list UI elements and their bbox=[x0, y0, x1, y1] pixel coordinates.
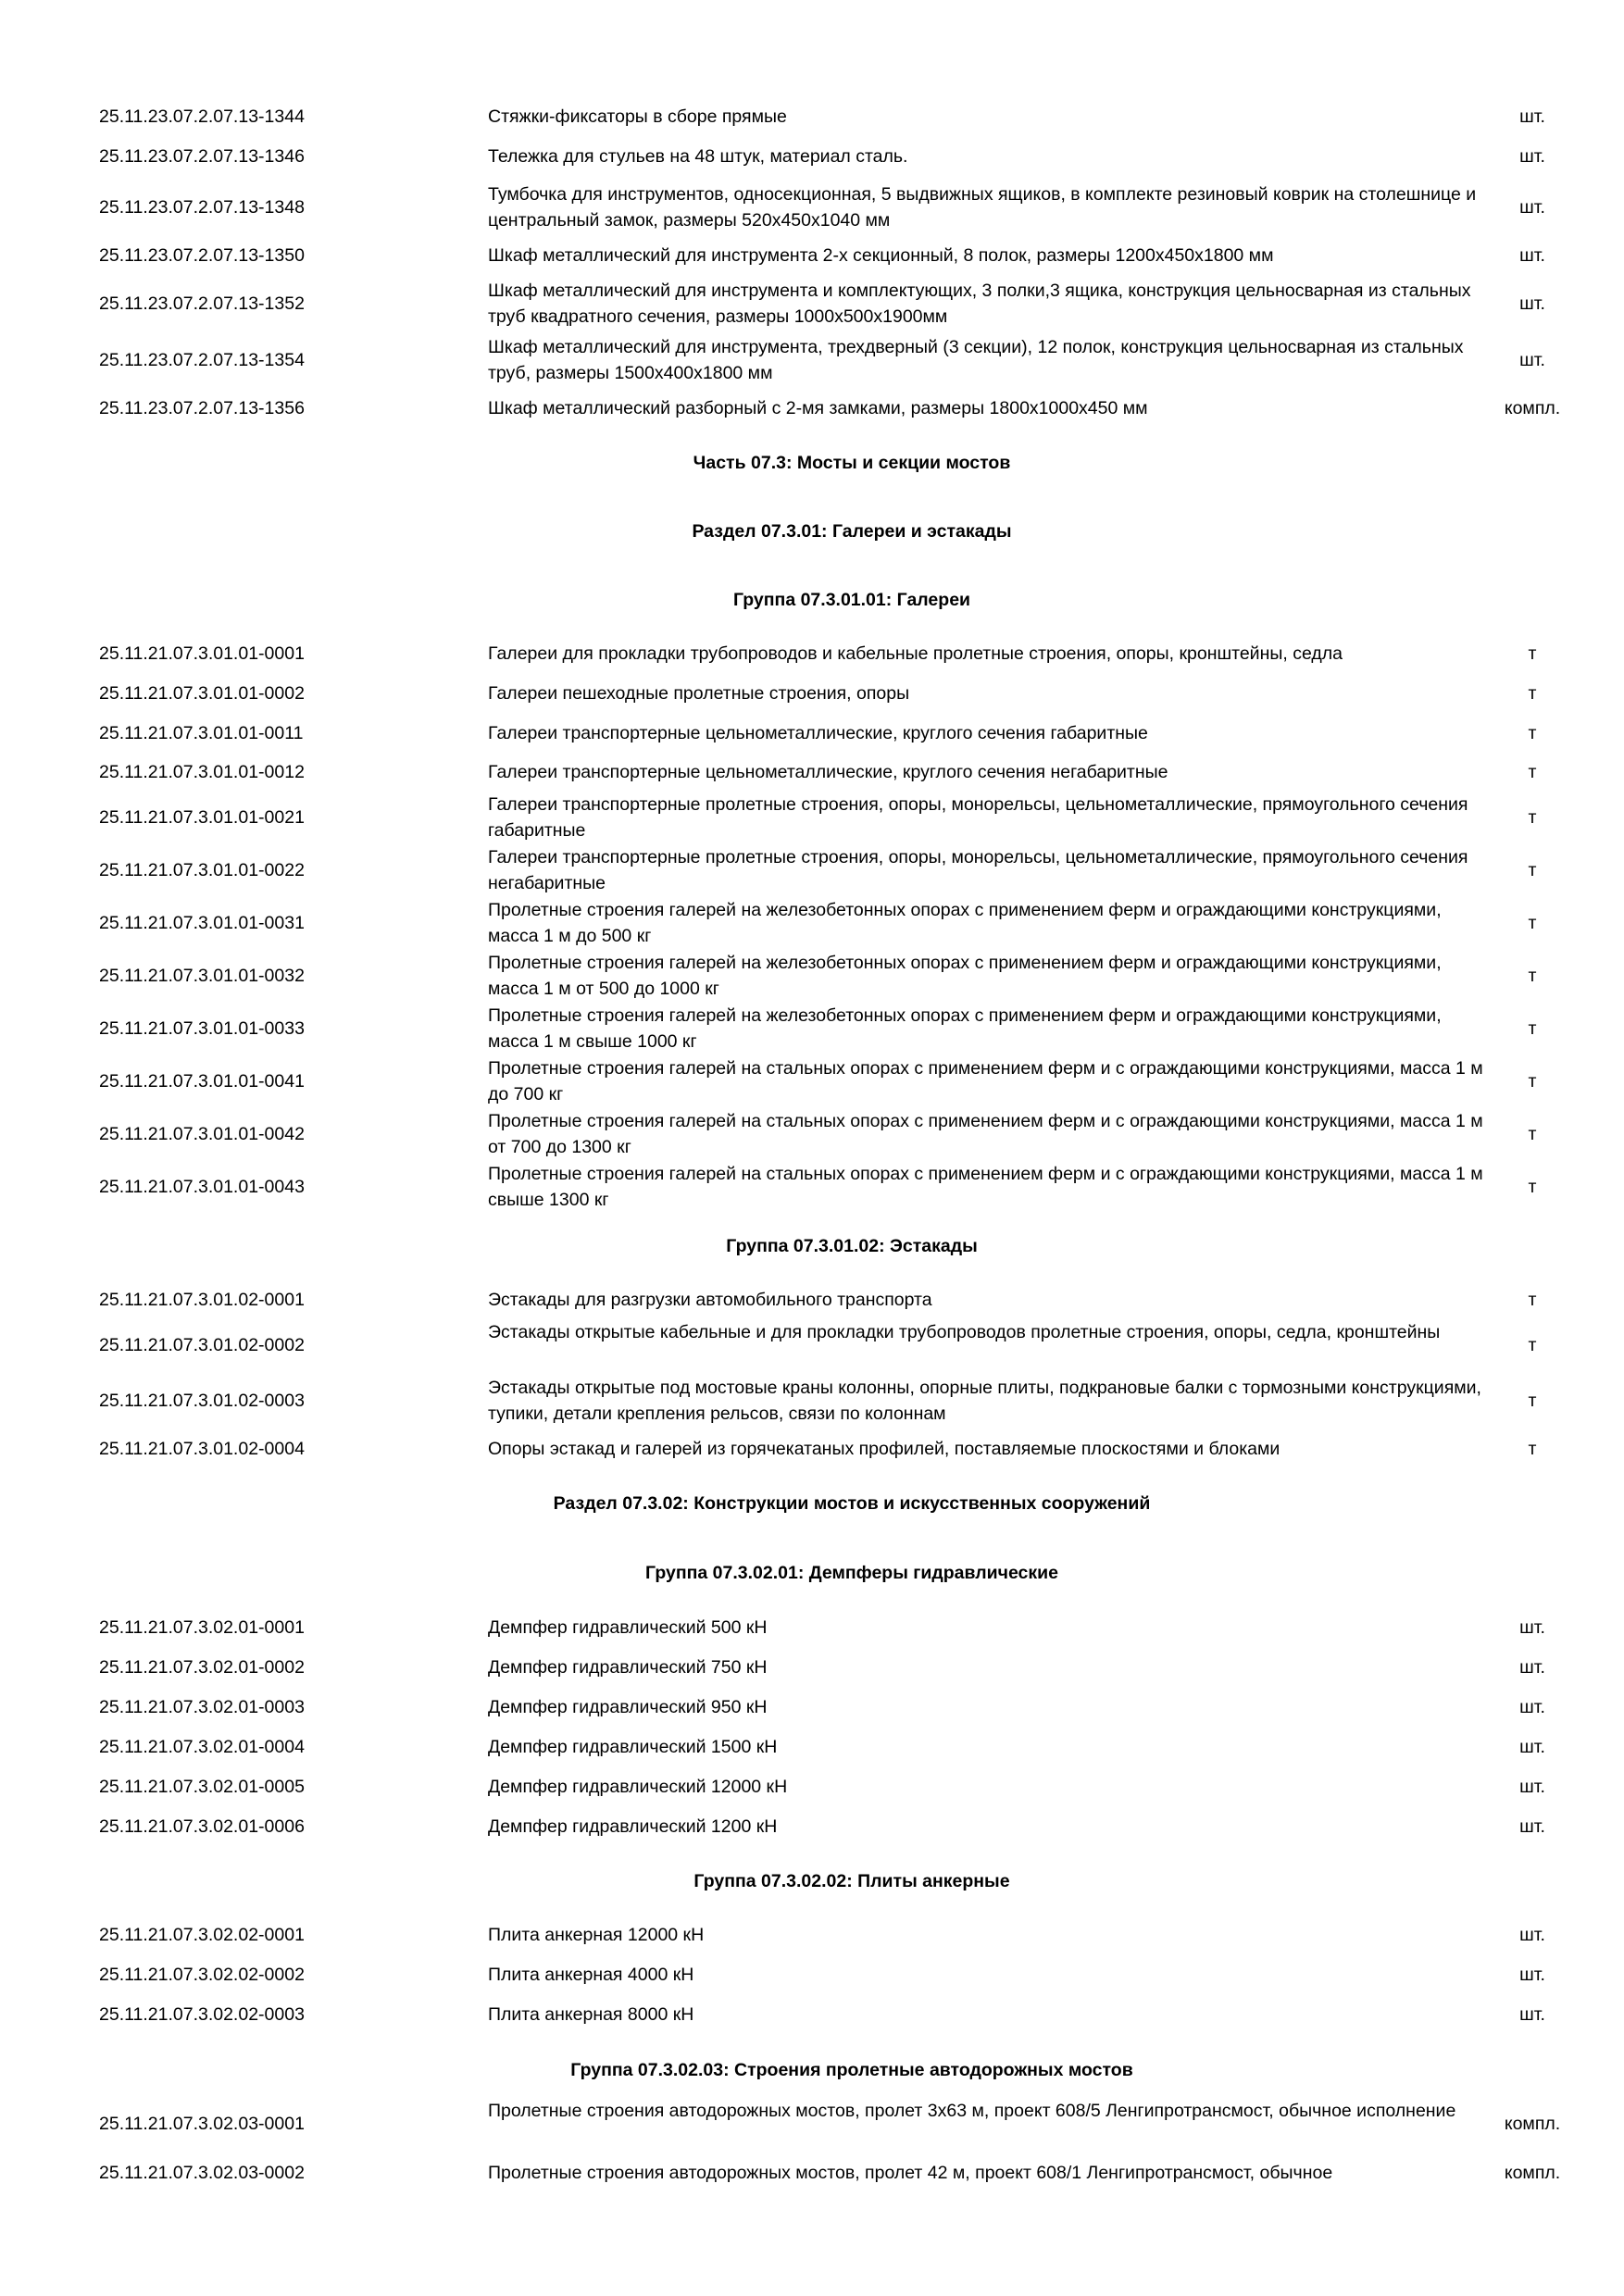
table-row bbox=[0, 2160, 1624, 2186]
row-unit: шт. bbox=[1519, 350, 1545, 370]
table-row bbox=[0, 1161, 1624, 1213]
row-description: Пролетные строения галерей на железобетонных опорах с применением ферм и ограждающими конструкциями, масса 1 м свыше 1000 кг bbox=[488, 1005, 1442, 1052]
row-unit: шт. bbox=[1519, 1697, 1545, 1717]
row-description: Эстакады открытые кабельные и для прокладки трубопроводов пролетные строения, опоры, седла, кронштейны bbox=[488, 1322, 1441, 1342]
table-row bbox=[0, 1055, 1624, 1107]
row-code: 25.11.21.07.3.01.01-0032 bbox=[99, 966, 305, 986]
table-row bbox=[0, 897, 1624, 949]
table-row bbox=[0, 792, 1624, 843]
table-row bbox=[0, 759, 1624, 785]
row-code: 25.11.21.07.3.02.03-0002 bbox=[99, 2163, 305, 2183]
row-description: Шкаф металлический для инструмента 2-х секционный, 8 полок, размеры 1200х450х1800 мм bbox=[488, 245, 1274, 266]
row-unit: шт. bbox=[1519, 1816, 1545, 1837]
row-code: 25.11.21.07.3.01.02-0003 bbox=[99, 1391, 305, 1411]
row-description: Галереи транспортерные цельнометаллические, круглого сечения негабаритные bbox=[488, 762, 1168, 782]
row-description: Плита анкерная 4000 кН bbox=[488, 1965, 694, 1985]
row-code: 25.11.23.07.2.07.13-1348 bbox=[99, 197, 305, 218]
row-unit: шт. bbox=[1519, 106, 1545, 127]
row-unit: т bbox=[1528, 762, 1537, 782]
row-code: 25.11.21.07.3.02.01-0006 bbox=[99, 1816, 305, 1837]
row-description: Демпфер гидравлический 950 кН bbox=[488, 1697, 768, 1717]
row-description: Галереи транспортерные пролетные строения, опоры, монорельсы, цельнометаллические, прямоугольного сечения габаритные bbox=[488, 794, 1468, 841]
row-unit: шт. bbox=[1519, 1777, 1545, 1797]
row-code: 25.11.21.07.3.02.01-0001 bbox=[99, 1617, 305, 1638]
table-row bbox=[0, 720, 1624, 746]
table-row bbox=[0, 104, 1624, 130]
row-unit: т bbox=[1528, 913, 1537, 933]
table-row bbox=[0, 1922, 1624, 1948]
table-row bbox=[0, 334, 1624, 386]
row-unit: т bbox=[1528, 807, 1537, 828]
row-code: 25.11.21.07.3.01.01-0012 bbox=[99, 762, 305, 782]
table-row bbox=[0, 1375, 1624, 1427]
table-row bbox=[0, 1774, 1624, 1800]
row-unit: т bbox=[1528, 1391, 1537, 1411]
table-row bbox=[0, 1615, 1624, 1641]
row-description: Плита анкерная 8000 кН bbox=[488, 2004, 694, 2025]
row-unit: т bbox=[1528, 643, 1537, 664]
row-unit: шт. bbox=[1519, 197, 1545, 218]
part-heading: Часть 07.3: Мосты и секции мостов bbox=[693, 453, 1011, 473]
row-description: Тележка для стульев на 48 штук, материал сталь. bbox=[488, 146, 908, 167]
row-code: 25.11.21.07.3.02.01-0003 bbox=[99, 1697, 305, 1717]
row-description: Демпфер гидравлический 1200 кН bbox=[488, 1816, 778, 1837]
row-unit: шт. bbox=[1519, 1737, 1545, 1757]
table-row bbox=[0, 844, 1624, 896]
group-heading: Группа 07.3.01.01: Галереи bbox=[732, 590, 971, 610]
row-description: Шкаф металлический разборный с 2-мя замками, размеры 1800х1000х450 мм bbox=[488, 398, 1148, 418]
table-row bbox=[0, 1287, 1624, 1313]
row-code: 25.11.21.07.3.01.01-0033 bbox=[99, 1018, 305, 1039]
row-code: 25.11.21.07.3.01.01-0011 bbox=[99, 723, 304, 743]
row-unit: шт. bbox=[1519, 293, 1545, 314]
row-unit: т bbox=[1528, 683, 1537, 704]
row-code: 25.11.21.07.3.01.01-0043 bbox=[99, 1177, 305, 1197]
row-code: 25.11.21.07.3.02.01-0002 bbox=[99, 1657, 305, 1678]
row-unit: т bbox=[1528, 1439, 1537, 1459]
row-unit: компл. bbox=[1504, 398, 1561, 418]
row-code: 25.11.21.07.3.02.01-0005 bbox=[99, 1777, 305, 1797]
row-code: 25.11.23.07.2.07.13-1356 bbox=[99, 398, 305, 418]
row-code: 25.11.21.07.3.01.02-0002 bbox=[99, 1335, 305, 1355]
table-row bbox=[0, 2098, 1624, 2150]
row-description: Пролетные строения автодорожных мостов, пролет 3х63 м, проект 608/5 Ленгипротрансмост, обычное исполнение bbox=[488, 2101, 1456, 2121]
table-row bbox=[0, 1734, 1624, 1760]
row-unit: т bbox=[1528, 860, 1537, 880]
row-description: Галереи транспортерные пролетные строения, опоры, монорельсы, цельнометаллические, прямоугольного сечения негабаритные bbox=[488, 847, 1468, 893]
row-description: Шкаф металлический для инструмента, трехдверный (3 секции), 12 полок, конструкция цельносварная из стальных труб, размеры 1500х400х1800 мм bbox=[488, 337, 1464, 383]
row-code: 25.11.21.07.3.02.03-0001 bbox=[99, 2114, 305, 2134]
table-row bbox=[0, 1694, 1624, 1720]
group-heading: Группа 07.3.01.02: Эстакады bbox=[726, 1236, 978, 1256]
table-row bbox=[0, 1654, 1624, 1680]
group-heading: Группа 07.3.02.01: Демпферы гидравлические bbox=[645, 1563, 1058, 1583]
row-unit: компл. bbox=[1504, 2163, 1561, 2183]
row-code: 25.11.23.07.2.07.13-1350 bbox=[99, 245, 305, 266]
table-row bbox=[0, 1962, 1624, 1988]
row-unit: шт. bbox=[1519, 2004, 1545, 2025]
row-unit: т bbox=[1528, 1177, 1537, 1197]
row-unit: шт. bbox=[1519, 1657, 1545, 1678]
section-heading: Раздел 07.3.02: Конструкции мостов и искусственных сооружений bbox=[553, 1493, 1151, 1514]
row-unit: шт. bbox=[1519, 1925, 1545, 1945]
row-unit: т bbox=[1528, 966, 1537, 986]
row-code: 25.11.23.07.2.07.13-1354 bbox=[99, 350, 305, 370]
row-code: 25.11.21.07.3.01.01-0041 bbox=[99, 1071, 305, 1092]
table-row bbox=[0, 1319, 1624, 1371]
row-description: Галереи для прокладки трубопроводов и кабельные пролетные строения, опоры, кронштейны, седла bbox=[488, 643, 1343, 664]
row-code: 25.11.21.07.3.01.01-0001 bbox=[99, 643, 305, 664]
table-row bbox=[0, 1003, 1624, 1054]
row-description: Галереи пешеходные пролетные строения, опоры bbox=[488, 683, 910, 704]
table-row bbox=[0, 144, 1624, 169]
table-row bbox=[0, 1108, 1624, 1160]
group-heading: Группа 07.3.02.02: Плиты анкерные bbox=[693, 1871, 1010, 1891]
row-unit: шт. bbox=[1519, 245, 1545, 266]
row-description: Эстакады для разгрузки автомобильного транспорта bbox=[488, 1290, 932, 1310]
row-code: 25.11.21.07.3.01.01-0031 bbox=[99, 913, 305, 933]
section-heading: Раздел 07.3.01: Галереи и эстакады bbox=[692, 521, 1012, 542]
row-code: 25.11.21.07.3.01.01-0022 bbox=[99, 860, 305, 880]
row-code: 25.11.23.07.2.07.13-1352 bbox=[99, 293, 305, 314]
row-description: Шкаф металлический для инструмента и комплектующих, 3 полки,3 ящика, конструкция цельносварная из стальных труб квадратного сечения, размеры 1000х500х1900мм bbox=[488, 281, 1471, 327]
row-code: 25.11.21.07.3.02.02-0001 bbox=[99, 1925, 305, 1945]
row-code: 25.11.23.07.2.07.13-1346 bbox=[99, 146, 305, 167]
row-description: Пролетные строения автодорожных мостов, пролет 42 м, проект 608/1 Ленгипротрансмост, обычное bbox=[488, 2163, 1333, 2183]
table-row bbox=[0, 641, 1624, 667]
table-row bbox=[0, 395, 1624, 421]
row-description: Демпфер гидравлический 750 кН bbox=[488, 1657, 768, 1678]
table-row bbox=[0, 2002, 1624, 2028]
row-code: 25.11.21.07.3.01.02-0001 bbox=[99, 1290, 305, 1310]
row-code: 25.11.21.07.3.01.01-0002 bbox=[99, 683, 305, 704]
row-description: Демпфер гидравлический 1500 кН bbox=[488, 1737, 778, 1757]
row-code: 25.11.21.07.3.02.02-0002 bbox=[99, 1965, 305, 1985]
row-description: Опоры эстакад и галерей из горячекатаных профилей, поставляемые плоскостями и блоками bbox=[488, 1439, 1280, 1459]
row-description: Пролетные строения галерей на стальных опорах с применением ферм и с ограждающими конструкциями, масса 1 м свыше 1300 кг bbox=[488, 1164, 1483, 1210]
row-unit: компл. bbox=[1504, 2114, 1561, 2134]
row-code: 25.11.21.07.3.01.01-0042 bbox=[99, 1124, 305, 1144]
row-unit: т bbox=[1528, 1290, 1537, 1310]
row-unit: шт. bbox=[1519, 1617, 1545, 1638]
table-row bbox=[0, 278, 1624, 330]
table-row bbox=[0, 243, 1624, 268]
row-code: 25.11.21.07.3.01.02-0004 bbox=[99, 1439, 305, 1459]
table-row bbox=[0, 1436, 1624, 1462]
table-row bbox=[0, 950, 1624, 1002]
group-heading: Группа 07.3.02.03: Строения пролетные автодорожных мостов bbox=[570, 2060, 1133, 2080]
row-code: 25.11.21.07.3.02.01-0004 bbox=[99, 1737, 305, 1757]
row-unit: т bbox=[1528, 1071, 1537, 1092]
row-unit: шт. bbox=[1519, 146, 1545, 167]
row-description: Плита анкерная 12000 кН bbox=[488, 1925, 705, 1945]
row-description: Галереи транспортерные цельнометаллические, круглого сечения габаритные bbox=[488, 723, 1148, 743]
row-unit: т bbox=[1528, 723, 1537, 743]
row-description: Пролетные строения галерей на стальных опорах с применением ферм и с ограждающими конструкциями, масса 1 м от 700 до 1300 кг bbox=[488, 1111, 1483, 1157]
row-description: Стяжки-фиксаторы в сборе прямые bbox=[488, 106, 787, 127]
row-code: 25.11.21.07.3.02.02-0003 bbox=[99, 2004, 305, 2025]
row-description: Эстакады открытые под мостовые краны колонны, опорные плиты, подкрановые балки с тормозными конструкциями, тупики, детали крепления рельсов, связи по колоннам bbox=[488, 1378, 1481, 1424]
row-description: Пролетные строения галерей на стальных опорах с применением ферм и с ограждающими конструкциями, масса 1 м до 700 кг bbox=[488, 1058, 1483, 1104]
table-row bbox=[0, 181, 1624, 233]
row-unit: т bbox=[1528, 1335, 1537, 1355]
row-description: Тумбочка для инструментов, односекционная, 5 выдвижных ящиков, в комплекте резиновый коврик на столешнице и центральный замок, размеры 520х450х1040 мм bbox=[488, 184, 1477, 231]
row-unit: шт. bbox=[1519, 1965, 1545, 1985]
row-unit: т bbox=[1528, 1018, 1537, 1039]
row-code: 25.11.23.07.2.07.13-1344 bbox=[99, 106, 305, 127]
table-row bbox=[0, 680, 1624, 706]
row-description: Пролетные строения галерей на железобетонных опорах с применением ферм и ограждающими конструкциями, масса 1 м до 500 кг bbox=[488, 900, 1442, 946]
row-code: 25.11.21.07.3.01.01-0021 bbox=[99, 807, 305, 828]
table-row bbox=[0, 1814, 1624, 1840]
row-unit: т bbox=[1528, 1124, 1537, 1144]
row-description: Пролетные строения галерей на железобетонных опорах с применением ферм и ограждающими конструкциями, масса 1 м от 500 до 1000 кг bbox=[488, 953, 1442, 999]
row-description: Демпфер гидравлический 500 кН bbox=[488, 1617, 768, 1638]
row-description: Демпфер гидравлический 12000 кН bbox=[488, 1777, 788, 1797]
